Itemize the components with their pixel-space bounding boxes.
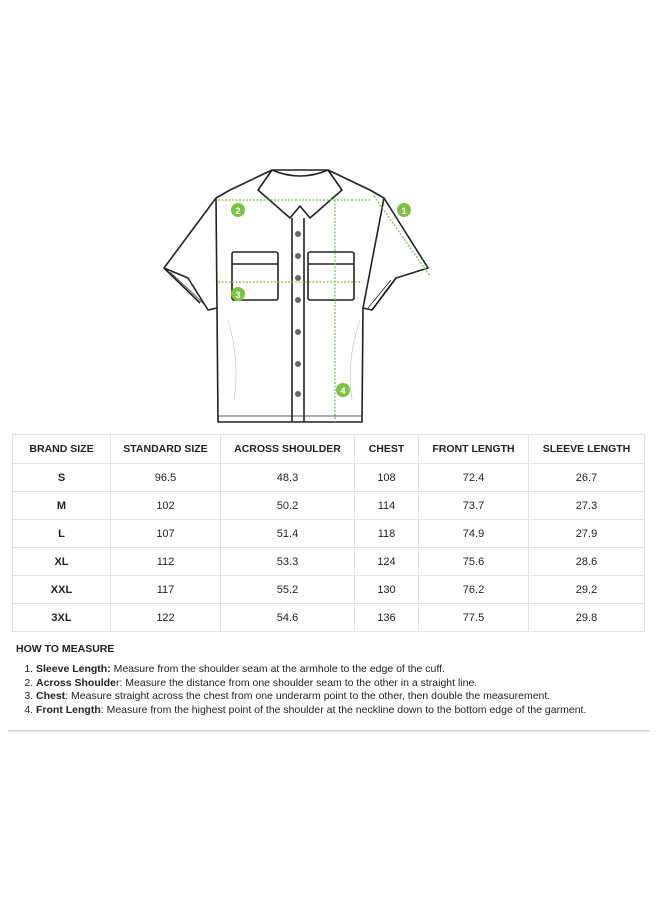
table-cell: 117 — [111, 576, 221, 604]
list-item — [36, 663, 646, 677]
header-across-shoulder: ACROSS SHOULDER — [221, 435, 355, 464]
table-cell: 48.3 — [221, 464, 355, 492]
table-cell: 53.3 — [221, 548, 355, 576]
table-header-row — [13, 435, 645, 464]
measure-term: Across Shoulde — [36, 676, 116, 689]
table-cell: 26.7 — [529, 464, 645, 492]
marker-4 — [336, 383, 350, 397]
table-cell: L — [13, 520, 111, 548]
how-to-measure-section — [16, 643, 646, 717]
table-cell: 29.2 — [529, 576, 645, 604]
measure-term: Sleeve Length: — [36, 663, 111, 675]
svg-text:2: 2 — [235, 206, 241, 216]
table-cell: 76.2 — [419, 576, 529, 604]
bottom-divider — [8, 730, 650, 732]
marker-1 — [397, 203, 411, 217]
measure-description: Measure from the shoulder seam at the armhole to the edge of the cuff. — [110, 663, 445, 675]
header-chest: CHEST — [355, 435, 419, 464]
table-cell: 96.5 — [111, 464, 221, 492]
measure-term: Front Length — [36, 703, 101, 716]
svg-text:1: 1 — [401, 206, 407, 216]
table-cell: XL — [13, 548, 111, 576]
table-cell: 136 — [355, 604, 419, 632]
shirt-outline — [164, 170, 428, 422]
measure-description: : Measure from the highest point of the shoulder at the neckline down to the bottom edge of the garment. — [100, 703, 587, 716]
measure-description: : Measure straight across the chest from one underarm point to the other, then double the measurement. — [65, 690, 551, 702]
table-cell: 75.6 — [419, 548, 529, 576]
list-item — [36, 690, 646, 704]
table-cell: XXL — [13, 576, 111, 604]
list-item — [36, 704, 646, 718]
table-cell: 28.6 — [529, 548, 645, 576]
table-row — [13, 604, 645, 632]
how-to-measure-title: HOW TO MEASURE — [16, 643, 115, 655]
table-cell: 77.5 — [419, 604, 529, 632]
measure-term: Chest — [36, 690, 66, 702]
table-cell: 114 — [355, 492, 419, 520]
header-standard-size: STANDARD SIZE — [111, 435, 221, 464]
table-row — [13, 492, 645, 520]
table-cell: 108 — [355, 464, 419, 492]
table-cell: 124 — [355, 548, 419, 576]
table-cell: 50.2 — [221, 492, 355, 520]
marker-3 — [231, 287, 245, 301]
table-cell: 122 — [111, 604, 221, 632]
table-cell: 27.3 — [529, 492, 645, 520]
table-cell: 51.4 — [221, 520, 355, 548]
table-row — [13, 576, 645, 604]
table-cell: S — [13, 464, 111, 492]
svg-text:4: 4 — [340, 386, 346, 396]
table-row — [13, 548, 645, 576]
table-cell: 112 — [111, 548, 221, 576]
table-cell: 118 — [355, 520, 419, 548]
table-cell: 102 — [111, 492, 221, 520]
table-cell: 29.8 — [529, 604, 645, 632]
header-sleeve-length: SLEEVE LENGTH — [529, 435, 645, 464]
table-cell: 130 — [355, 576, 419, 604]
measure-description: r: Measure the distance from one shoulder seam to the other in a straight line. — [115, 676, 478, 689]
table-cell: 74.9 — [419, 520, 529, 548]
table-row — [13, 464, 645, 492]
table-cell: 72.4 — [419, 464, 529, 492]
table-cell: M — [13, 492, 111, 520]
table-cell: 107 — [111, 520, 221, 548]
table-cell: 27.9 — [529, 520, 645, 548]
table-cell: 3XL — [13, 604, 111, 632]
header-front-length: FRONT LENGTH — [419, 435, 529, 464]
size-chart-table — [12, 434, 645, 632]
table-cell: 73.7 — [419, 492, 529, 520]
list-item — [36, 677, 646, 691]
svg-text:3: 3 — [235, 290, 241, 300]
shirt-measurement-diagram — [150, 160, 450, 430]
marker-2 — [231, 203, 245, 217]
header-brand-size: BRAND SIZE — [13, 435, 111, 464]
how-to-measure-list — [16, 663, 646, 717]
table-cell: 54.6 — [221, 604, 355, 632]
table-row — [13, 520, 645, 548]
table-cell: 55.2 — [221, 576, 355, 604]
